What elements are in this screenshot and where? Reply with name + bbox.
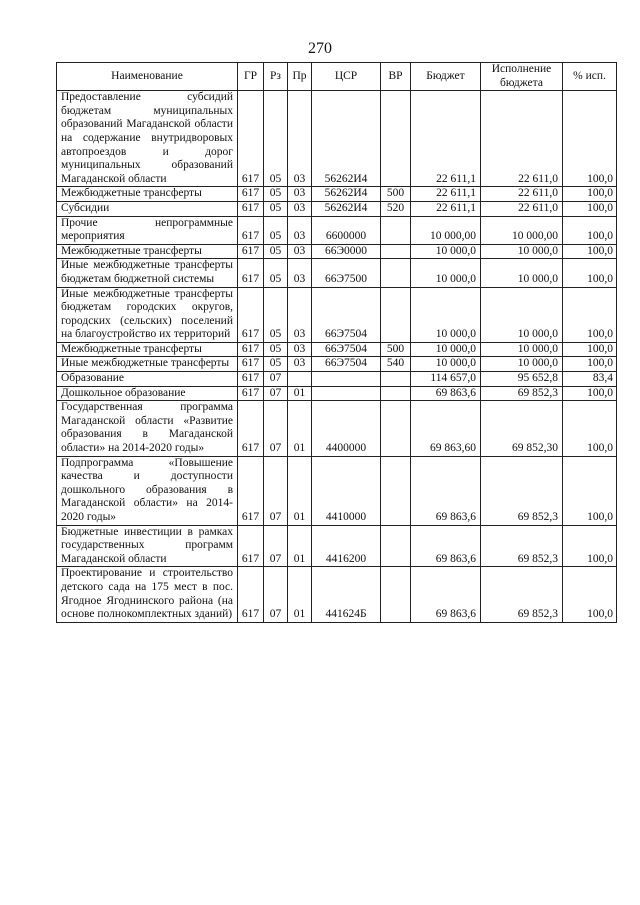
cell-name: Иные межбюджетные трансферты бюджетам бюджетной системы xyxy=(57,259,238,287)
header-vr: ВР xyxy=(381,63,411,91)
cell-csr: 441624Б xyxy=(312,567,381,622)
table-row xyxy=(57,342,617,357)
table-row xyxy=(57,525,617,567)
cell-pr: 03 xyxy=(288,91,312,187)
cell-percent: 100,0 xyxy=(563,567,617,622)
cell-budget: 69 863,60 xyxy=(411,401,481,456)
cell-csr: 66Э7500 xyxy=(312,259,381,287)
cell-execution: 95 652,8 xyxy=(481,372,563,387)
cell-rz: 07 xyxy=(264,456,288,525)
cell-csr: 66Э7504 xyxy=(312,287,381,342)
cell-vr xyxy=(381,372,411,387)
cell-gr: 617 xyxy=(238,357,264,372)
header-name: Наименование xyxy=(57,63,238,91)
cell-percent: 100,0 xyxy=(563,287,617,342)
cell-vr xyxy=(381,401,411,456)
cell-pr: 01 xyxy=(288,525,312,567)
cell-rz: 05 xyxy=(264,342,288,357)
cell-name: Дошкольное образование xyxy=(57,386,238,401)
cell-execution: 69 852,30 xyxy=(481,401,563,456)
cell-name: Предоставление субсидий бюджетам муниципальных образований Магаданской области на содержание внутридворовых автопроездов и дорог муниципальных образований Магаданской области xyxy=(57,91,238,187)
cell-pr xyxy=(288,372,312,387)
table-body xyxy=(57,91,617,623)
cell-vr xyxy=(381,259,411,287)
cell-csr: 66Э7504 xyxy=(312,357,381,372)
cell-percent: 100,0 xyxy=(563,259,617,287)
cell-budget: 22 611,1 xyxy=(411,187,481,202)
cell-name: Бюджетные инвестиции в рамках государственных программ Магаданской области xyxy=(57,525,238,567)
cell-csr: 56262И4 xyxy=(312,91,381,187)
cell-name: Субсидии xyxy=(57,201,238,216)
cell-execution: 22 611,0 xyxy=(481,201,563,216)
cell-gr: 617 xyxy=(238,372,264,387)
cell-execution: 10 000,0 xyxy=(481,259,563,287)
cell-rz: 07 xyxy=(264,372,288,387)
cell-percent: 100,0 xyxy=(563,525,617,567)
cell-execution: 10 000,0 xyxy=(481,342,563,357)
header-budget: Бюджет xyxy=(411,63,481,91)
cell-csr: 4400000 xyxy=(312,401,381,456)
cell-pr: 03 xyxy=(288,187,312,202)
cell-gr: 617 xyxy=(238,259,264,287)
cell-percent: 100,0 xyxy=(563,386,617,401)
cell-gr: 617 xyxy=(238,456,264,525)
cell-rz: 05 xyxy=(264,187,288,202)
cell-execution: 10 000,0 xyxy=(481,244,563,259)
cell-budget: 69 863,6 xyxy=(411,525,481,567)
table-row xyxy=(57,287,617,342)
cell-pr: 03 xyxy=(288,357,312,372)
cell-execution: 10 000,0 xyxy=(481,287,563,342)
cell-vr xyxy=(381,244,411,259)
cell-gr: 617 xyxy=(238,342,264,357)
cell-execution: 69 852,3 xyxy=(481,386,563,401)
cell-name: Межбюджетные трансферты xyxy=(57,244,238,259)
table-row xyxy=(57,244,617,259)
cell-gr: 617 xyxy=(238,91,264,187)
cell-percent: 100,0 xyxy=(563,216,617,244)
table-row xyxy=(57,567,617,622)
cell-rz: 05 xyxy=(264,244,288,259)
header-gr: ГР xyxy=(238,63,264,91)
cell-budget: 69 863,6 xyxy=(411,386,481,401)
table-row xyxy=(57,91,617,187)
cell-gr: 617 xyxy=(238,567,264,622)
cell-budget: 22 611,1 xyxy=(411,201,481,216)
cell-rz: 07 xyxy=(264,567,288,622)
cell-percent: 100,0 xyxy=(563,201,617,216)
cell-csr: 66Э0000 xyxy=(312,244,381,259)
cell-vr xyxy=(381,567,411,622)
cell-gr: 617 xyxy=(238,401,264,456)
cell-vr: 500 xyxy=(381,342,411,357)
cell-vr xyxy=(381,386,411,401)
cell-percent: 100,0 xyxy=(563,357,617,372)
cell-vr: 520 xyxy=(381,201,411,216)
cell-budget: 10 000,0 xyxy=(411,259,481,287)
cell-name: Межбюджетные трансферты xyxy=(57,342,238,357)
cell-execution: 22 611,0 xyxy=(481,187,563,202)
table-row xyxy=(57,187,617,202)
cell-rz: 05 xyxy=(264,216,288,244)
cell-rz: 07 xyxy=(264,386,288,401)
cell-budget: 10 000,0 xyxy=(411,342,481,357)
cell-vr: 540 xyxy=(381,357,411,372)
cell-name: Иные межбюджетные трансферты бюджетам городских округов, городских (сельских) поселений на благоустройство их территорий xyxy=(57,287,238,342)
cell-budget: 114 657,0 xyxy=(411,372,481,387)
cell-name: Подпрограмма «Повышение качества и доступности дошкольного образования в Магаданской области» на 2014-2020 годы» xyxy=(57,456,238,525)
cell-gr: 617 xyxy=(238,287,264,342)
cell-vr: 500 xyxy=(381,187,411,202)
cell-pr: 03 xyxy=(288,342,312,357)
cell-percent: 100,0 xyxy=(563,91,617,187)
cell-vr xyxy=(381,456,411,525)
cell-csr: 56262И4 xyxy=(312,187,381,202)
header-pr: Пр xyxy=(288,63,312,91)
cell-csr: 4416200 xyxy=(312,525,381,567)
cell-execution: 10 000,00 xyxy=(481,216,563,244)
table-row xyxy=(57,372,617,387)
cell-csr: 56262И4 xyxy=(312,201,381,216)
cell-rz: 05 xyxy=(264,91,288,187)
table-row xyxy=(57,386,617,401)
cell-budget: 10 000,0 xyxy=(411,287,481,342)
cell-execution: 69 852,3 xyxy=(481,567,563,622)
cell-pr: 01 xyxy=(288,401,312,456)
cell-rz: 07 xyxy=(264,401,288,456)
header-rz: Рз xyxy=(264,63,288,91)
cell-budget: 69 863,6 xyxy=(411,456,481,525)
cell-vr xyxy=(381,525,411,567)
table-row xyxy=(57,201,617,216)
table-header-row xyxy=(57,63,617,91)
cell-name: Проектирование и строительство детского сада на 175 мест в пос. Ягодное Ягоднинского района (на основе полнокомплектных зданий) xyxy=(57,567,238,622)
cell-rz: 07 xyxy=(264,525,288,567)
cell-gr: 617 xyxy=(238,386,264,401)
cell-name: Прочие непрограммные мероприятия xyxy=(57,216,238,244)
cell-execution: 69 852,3 xyxy=(481,456,563,525)
cell-percent: 100,0 xyxy=(563,342,617,357)
cell-vr xyxy=(381,216,411,244)
cell-vr xyxy=(381,287,411,342)
cell-gr: 617 xyxy=(238,187,264,202)
cell-percent: 83,4 xyxy=(563,372,617,387)
cell-csr xyxy=(312,386,381,401)
cell-pr: 01 xyxy=(288,567,312,622)
cell-pr: 03 xyxy=(288,287,312,342)
cell-percent: 100,0 xyxy=(563,244,617,259)
cell-csr xyxy=(312,372,381,387)
cell-csr: 66Э7504 xyxy=(312,342,381,357)
cell-name: Иные межбюджетные трансферты xyxy=(57,357,238,372)
budget-table xyxy=(56,62,617,623)
cell-percent: 100,0 xyxy=(563,187,617,202)
header-percent: % исп. xyxy=(563,63,617,91)
page-number: 270 xyxy=(308,40,332,57)
header-execution: Исполнение бюджета xyxy=(481,63,563,91)
cell-rz: 05 xyxy=(264,201,288,216)
header-csr: ЦСР xyxy=(312,63,381,91)
cell-budget: 10 000,0 xyxy=(411,244,481,259)
cell-pr: 03 xyxy=(288,201,312,216)
cell-gr: 617 xyxy=(238,244,264,259)
cell-execution: 69 852,3 xyxy=(481,525,563,567)
cell-percent: 100,0 xyxy=(563,456,617,525)
cell-rz: 05 xyxy=(264,287,288,342)
table-row xyxy=(57,357,617,372)
cell-pr: 03 xyxy=(288,259,312,287)
cell-csr: 6600000 xyxy=(312,216,381,244)
cell-gr: 617 xyxy=(238,525,264,567)
cell-pr: 03 xyxy=(288,244,312,259)
cell-rz: 05 xyxy=(264,357,288,372)
cell-name: Государственная программа Магаданской области «Развитие образования в Магаданской области» на 2014-2020 годы» xyxy=(57,401,238,456)
table-row xyxy=(57,216,617,244)
cell-budget: 22 611,1 xyxy=(411,91,481,187)
cell-csr: 4410000 xyxy=(312,456,381,525)
cell-name: Образование xyxy=(57,372,238,387)
cell-gr: 617 xyxy=(238,201,264,216)
table-row xyxy=(57,401,617,456)
cell-budget: 10 000,0 xyxy=(411,357,481,372)
cell-pr: 01 xyxy=(288,456,312,525)
cell-budget: 69 863,6 xyxy=(411,567,481,622)
cell-budget: 10 000,00 xyxy=(411,216,481,244)
cell-pr: 01 xyxy=(288,386,312,401)
cell-execution: 22 611,0 xyxy=(481,91,563,187)
cell-vr xyxy=(381,91,411,187)
cell-execution: 10 000,0 xyxy=(481,357,563,372)
cell-rz: 05 xyxy=(264,259,288,287)
table-row xyxy=(57,456,617,525)
cell-gr: 617 xyxy=(238,216,264,244)
cell-name: Межбюджетные трансферты xyxy=(57,187,238,202)
table-row xyxy=(57,259,617,287)
cell-percent: 100,0 xyxy=(563,401,617,456)
cell-pr: 03 xyxy=(288,216,312,244)
